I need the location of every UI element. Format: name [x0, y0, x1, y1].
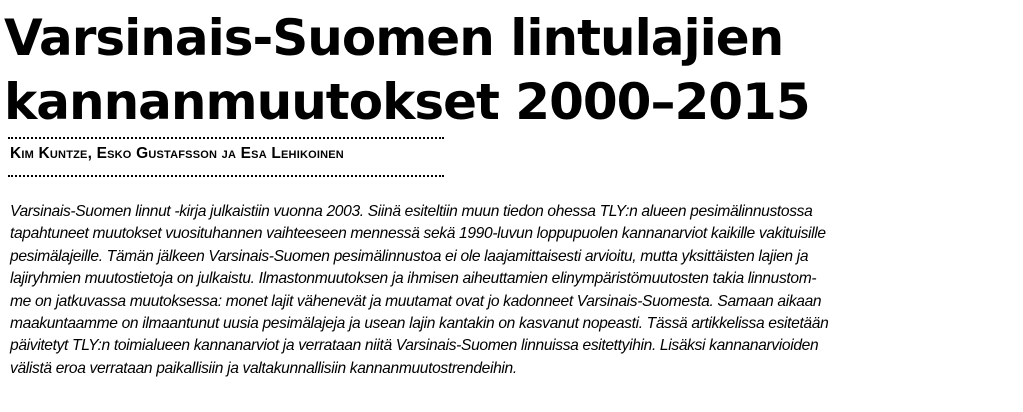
abstract-line-7: päivitetyt TLY:n toimialueen kannanarviot ja verrataan niitä Varsinais-Suomen linnuissa esitettyihin. Lisäksi kannanarvioiden: [10, 337, 819, 355]
abstract-line-5: me on jatkuvassa muutoksessa: monet lajit vähenevät ja muutamat ovat jo kadonneet Varsinais-Suomesta. Samaan aikaan: [10, 292, 822, 310]
abstract-line-1: Varsinais-Suomen linnut -kirja julkaistiin vuonna 2003. Siinä esiteltiin muun tiedon ohessa TLY:n alueen pesimälinnustossa: [10, 203, 813, 220]
abstract-line-3: pesimälajeille. Tämän jälkeen Varsinais-Suomen pesimälinnustoa ei ole laajamittaisesti arvioitu, mutta yksittäisten lajien ja: [10, 247, 809, 265]
abstract-line-6: maakuntaamme on ilmaantunut uusia pesimälajeja ja usean lajin kantakin on kasvanut nopeasti. Tässä artikkelissa esitetään: [10, 315, 829, 333]
article-title: [4, 6, 1019, 134]
author-byline: Kim Kuntze, Esko Gustafsson ja Esa Lehikoinen: [10, 145, 344, 162]
article-abstract: [10, 201, 1018, 380]
abstract-line-2: tapahtuneet muutokset vuosituhannen vaihteeseen mennessä sekä 1990-luvun loppupuolen kannanarviot kaikille vakituisille: [10, 225, 826, 243]
article-title-line-1: Varsinais-Suomen lintulajien: [4, 9, 784, 67]
dotted-divider-top: [8, 137, 444, 139]
dotted-divider-bottom: [8, 175, 444, 177]
abstract-line-8: välistä eroa verrataan paikallisiin ja valtakunnallisiin kannanmuutostrendeihin.: [10, 359, 517, 377]
abstract-line-4: lajiryhmien muutostietoja on julkaistu. Ilmastonmuutoksen ja ihmisen aiheuttamien elinympäristömuutosten takia linnustom-: [10, 270, 817, 288]
article-title-line-2: kannanmuutokset 2000–2015: [4, 73, 810, 131]
